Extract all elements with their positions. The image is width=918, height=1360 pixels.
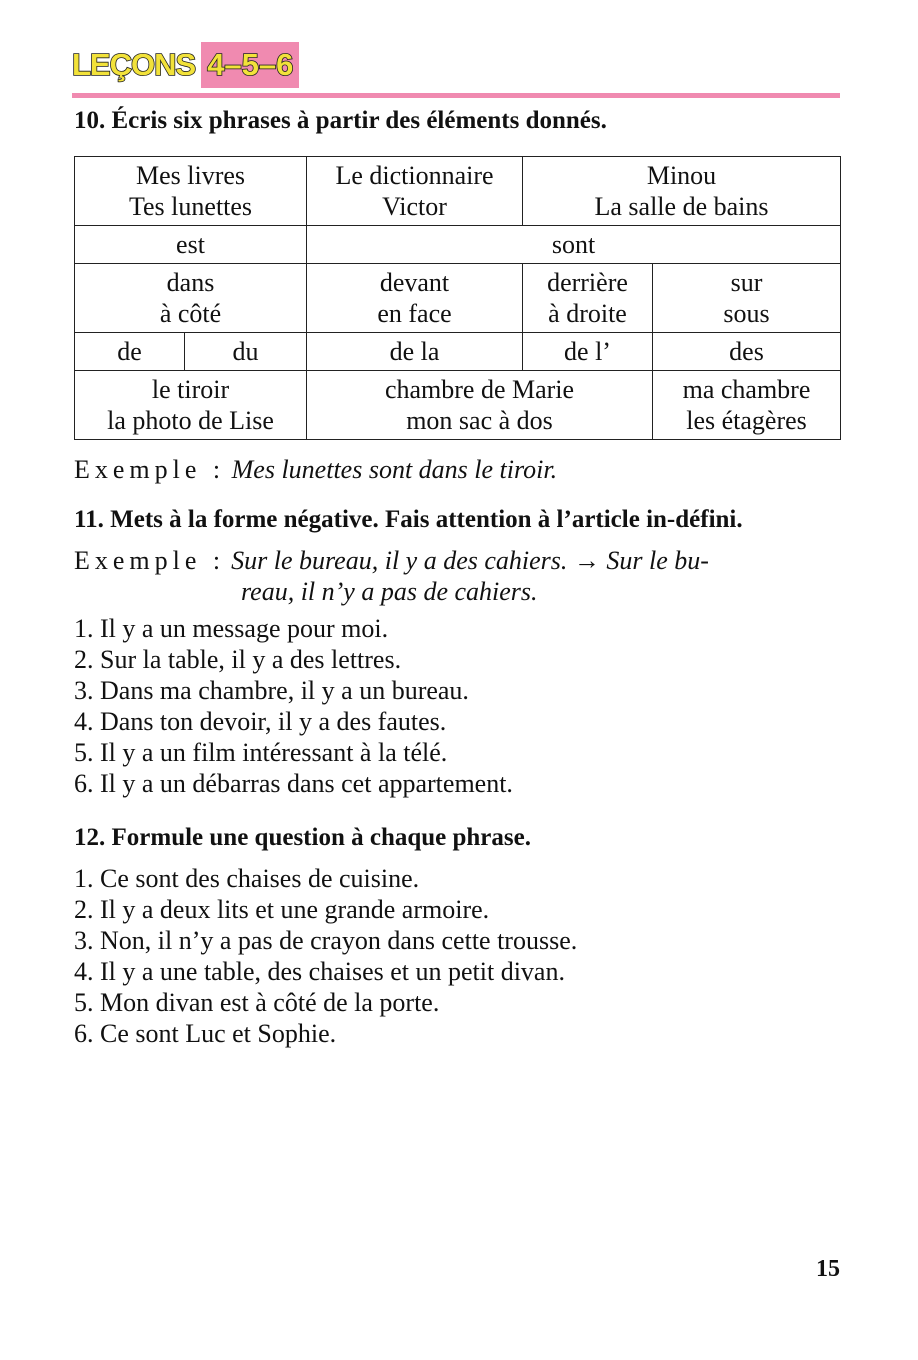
example-text [231, 545, 840, 576]
cell-text: mon sac à dos [406, 406, 553, 435]
lessons-label: LEÇONS [72, 47, 196, 82]
list-item: 5. Mon divan est à côté de la porte. [74, 988, 440, 1017]
cell-text: de l’ [564, 337, 611, 366]
table-cell [307, 371, 653, 440]
elements-table [74, 156, 841, 440]
cell-text: du [232, 337, 259, 366]
exercise-11-example [74, 545, 840, 576]
list-item: 2. Il y a deux lits et une grande armoire. [74, 895, 490, 924]
table-cell [307, 157, 523, 226]
cell-text: Le dictionnaire [335, 161, 494, 190]
exercise-11-title: 11. Mets à la forme négative. Fais attention à l’article in-défini. [74, 506, 743, 533]
example-line: reau, il n’y a pas de cahiers. [241, 577, 538, 606]
list-item: 3. Non, il n’y a pas de crayon dans cette trousse. [74, 926, 578, 955]
exercise-11-list [74, 613, 840, 799]
table-cell [307, 226, 841, 264]
cell-text: La salle de bains [594, 192, 769, 221]
cell-text: à côté [159, 299, 222, 328]
cell-text: dans [166, 268, 215, 297]
cell-text: à droite [548, 299, 627, 328]
lessons-numbers: 4–5–6 [207, 47, 294, 82]
table-cell [653, 333, 841, 371]
cell-text: le tiroir [151, 375, 230, 404]
exercise-12-list [74, 863, 840, 1049]
list-item: 3. Dans ma chambre, il y a un bureau. [74, 676, 469, 705]
cell-text: derrière [547, 268, 628, 297]
table-cell [75, 226, 307, 264]
cell-text: les étagères [686, 406, 807, 435]
table-cell [75, 264, 307, 333]
cell-text: sous [723, 299, 770, 328]
cell-text: sont [551, 230, 596, 259]
list-item: 4. Il y a une table, des chaises et un petit divan. [74, 957, 565, 986]
table-cell [75, 333, 185, 371]
cell-text: Minou [646, 161, 717, 190]
exercise-12-title: 12. Formule une question à chaque phrase. [74, 824, 531, 851]
table-cell [523, 157, 841, 226]
table-row [75, 264, 841, 333]
cell-text: en face [377, 299, 452, 328]
table-row [75, 226, 841, 264]
list-item: 2. Sur la table, il y a des lettres. [74, 645, 402, 674]
cell-text: de la [389, 337, 440, 366]
cell-text: Tes lunettes [128, 192, 253, 221]
cell-text: sur [730, 268, 763, 297]
list-item: 1. Ce sont des chaises de cuisine. [74, 864, 420, 893]
cell-text: la photo de Lise [107, 406, 274, 435]
page-number: 15 [816, 1256, 840, 1282]
cell-text: des [729, 337, 764, 366]
example-text: Mes lunettes sont dans le tiroir. [231, 455, 558, 484]
list-item: 6. Il y a un débarras dans cet appartement. [74, 769, 513, 798]
exercise-11-example-continued [74, 576, 840, 607]
cell-text: Victor [382, 192, 447, 221]
example-line: Sur le bureau, il y a des cahiers. → Sur le bu- [231, 546, 709, 575]
cell-text: de [117, 337, 142, 366]
list-item: 6. Ce sont Luc et Sophie. [74, 1019, 337, 1048]
list-item: 4. Dans ton devoir, il y a des fautes. [74, 707, 447, 736]
table-cell [653, 264, 841, 333]
table-row [75, 157, 841, 226]
header-divider [72, 93, 840, 98]
cell-text: Mes livres [135, 161, 246, 190]
table-row [75, 371, 841, 440]
page-content [74, 106, 840, 1049]
table-cell [75, 157, 307, 226]
example-label: Exemple : [74, 455, 226, 484]
cell-text: chambre de Marie [384, 375, 575, 404]
list-item: 5. Il y a un film intéressant à la télé. [74, 738, 448, 767]
exercise-10-example [74, 454, 840, 485]
table-cell [185, 333, 307, 371]
table-cell [307, 264, 523, 333]
table-row [75, 333, 841, 371]
exercise-10-title: 10. Écris six phrases à partir des éléments donnés. [74, 107, 607, 134]
table-cell [653, 371, 841, 440]
table-cell [75, 371, 307, 440]
cell-text: est [176, 230, 205, 259]
table-cell [307, 333, 523, 371]
cell-text: ma chambre [682, 375, 811, 404]
lessons-header [72, 42, 299, 88]
list-item: 1. Il y a un message pour moi. [74, 614, 389, 643]
table-cell [523, 333, 653, 371]
cell-text: devant [379, 268, 450, 297]
lessons-number-badge [201, 42, 299, 88]
example-label: Exemple : [74, 546, 226, 575]
table-cell [523, 264, 653, 333]
